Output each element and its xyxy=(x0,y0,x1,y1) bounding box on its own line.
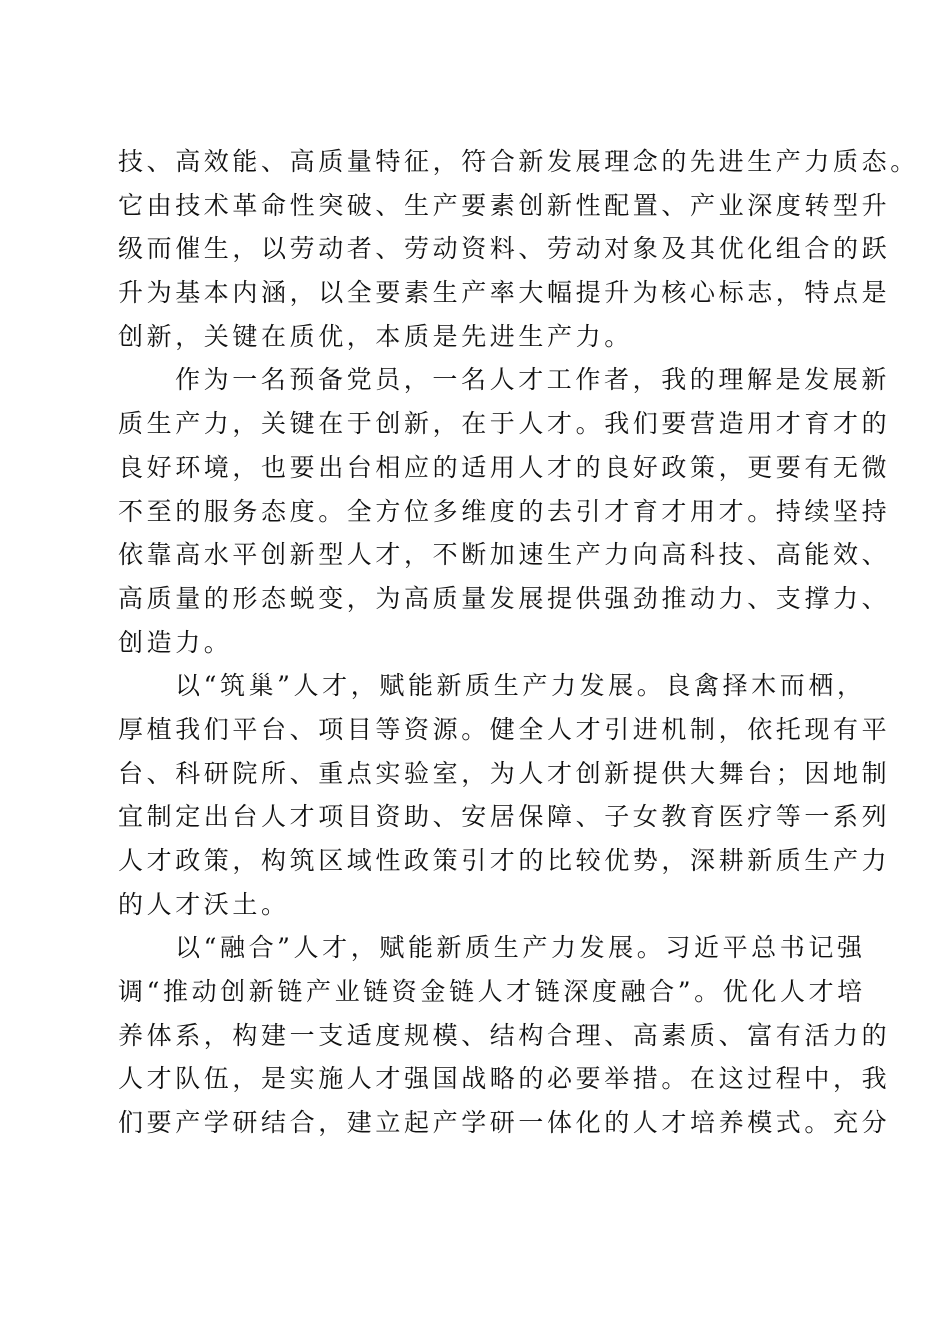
text-line: 人才政策，构筑区域性政策引才的比较优势，深耕新质生产力 xyxy=(118,846,891,875)
text-line: 它由技术革命性突破、生产要素创新性配置、产业深度转型升 xyxy=(118,190,891,220)
text-line: 创造力。 xyxy=(118,627,233,657)
text-line: 升为基本内涵，以全要素生产率大幅提升为核心标志，特点是 xyxy=(118,278,891,308)
text-line: 的人才沃土。 xyxy=(118,889,290,919)
text-line: 质生产力，关键在于创新，在于人才。我们要营造用才育才的 xyxy=(118,409,891,439)
text-line: 依靠高水平创新型人才，不断加速生产力向高科技、高能效、 xyxy=(118,540,891,570)
text-line: 以“筑巢”人才，赋能新质生产力发展。良禽择木而栖， xyxy=(175,671,866,701)
text-line: 高质量的形态蜕变，为高质量发展提供强劲推动力、支撑力、 xyxy=(118,583,891,613)
text-line: 技、高效能、高质量特征，符合新发展理念的先进生产力质态。 xyxy=(118,147,919,176)
paragraph-3 xyxy=(118,664,891,926)
text-line: 不至的服务态度。全方位多维度的去引才育才用才。持续坚持 xyxy=(118,496,891,526)
text-line: 人才队伍，是实施人才强国战略的必要举措。在这过程中，我 xyxy=(118,1064,891,1094)
text-line: 以“融合”人才，赋能新质生产力发展。习近平总书记强 xyxy=(175,933,866,963)
text-line: 创新，关键在质优，本质是先进生产力。 xyxy=(118,321,633,351)
paragraph-2 xyxy=(118,358,891,664)
text-line: 良好环境，也要出台相应的适用人才的良好政策，更要有无微 xyxy=(118,452,891,482)
text-line: 调“推动创新链产业链资金链人才链深度融合”。优化人才培 xyxy=(118,977,866,1007)
paragraph-4 xyxy=(118,926,891,1144)
paragraph-1 xyxy=(118,140,919,358)
text-line: 厚植我们平台、项目等资源。健全人才引进机制，依托现有平 xyxy=(118,714,891,744)
text-line: 台、科研院所、重点实验室，为人才创新提供大舞台；因地制 xyxy=(118,758,891,788)
text-line: 宜制定出台人才项目资助、安居保障、子女教育医疗等一系列 xyxy=(118,802,891,832)
document-body xyxy=(118,140,919,1145)
text-line: 们要产学研结合，建立起产学研一体化的人才培养模式。充分 xyxy=(118,1108,891,1138)
text-line: 作为一名预备党员，一名人才工作者，我的理解是发展新 xyxy=(175,365,891,395)
text-line: 养体系，构建一支适度规模、结构合理、高素质、富有活力的 xyxy=(118,1020,891,1050)
text-line: 级而催生，以劳动者、劳动资料、劳动对象及其优化组合的跃 xyxy=(118,234,891,264)
